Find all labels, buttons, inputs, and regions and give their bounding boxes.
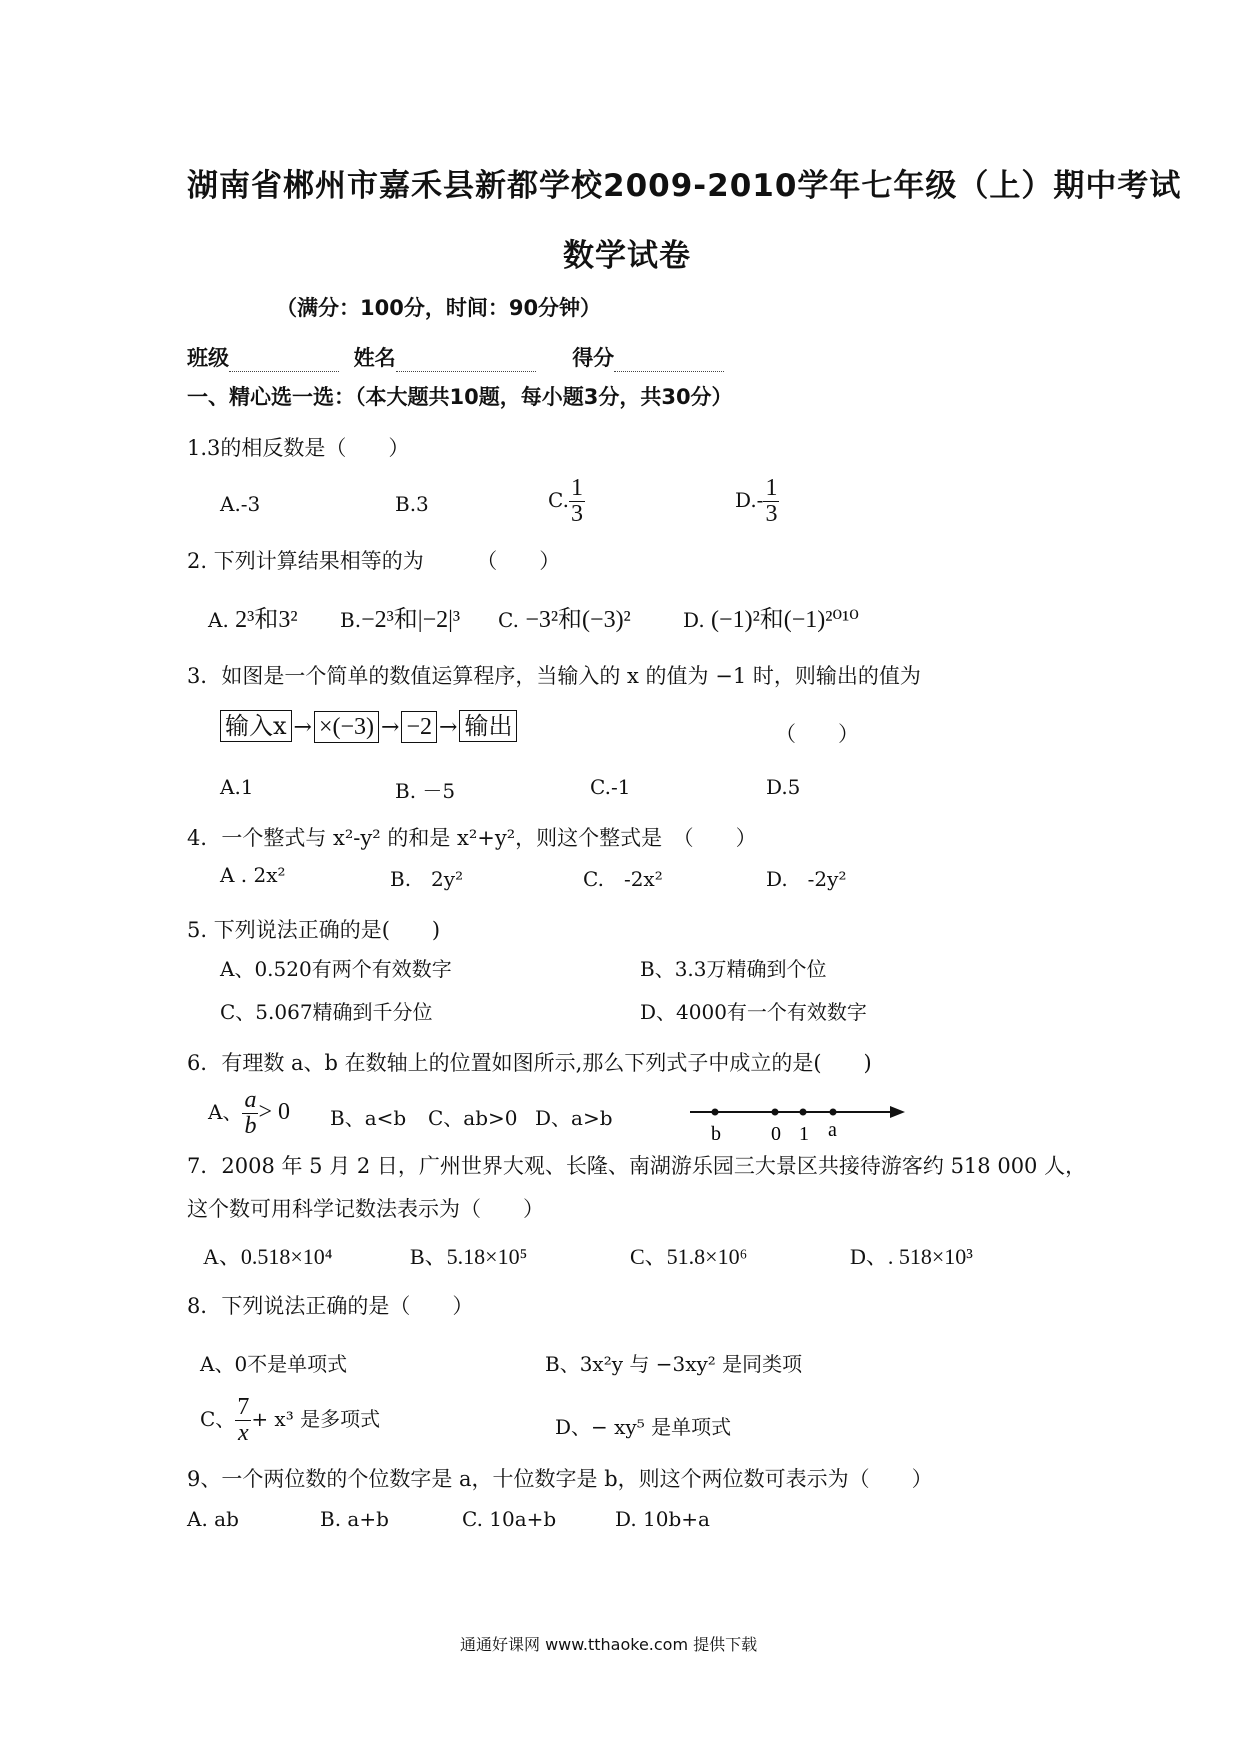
q3-subtract-box: −2 — [401, 711, 437, 743]
exam-info: （满分：100分，时间：90分钟） — [276, 296, 602, 320]
class-blank[interactable] — [229, 371, 339, 372]
q1-stem: 1.3的相反数是（ ） — [187, 436, 410, 460]
q9-option-b: B. a+b — [320, 1507, 389, 1531]
q2-stem: 2. 下列计算结果相等的为 （ ） — [187, 549, 561, 573]
q6-stem: 6．有理数 a、b 在数轴上的位置如图所示,那么下列式子中成立的是( ) — [187, 1051, 872, 1075]
q6-option-b: B、a<b — [330, 1106, 407, 1130]
q2-d-label: D. — [683, 608, 705, 632]
q3-option-d: D.5 — [766, 775, 801, 799]
q5-stem: 5. 下列说法正确的是( ) — [187, 918, 441, 942]
exam-subtitle: 数学试卷 — [563, 238, 691, 274]
q1-d-frac-num: 1 — [765, 475, 778, 501]
q9-option-a: A. ab — [187, 1507, 239, 1531]
q1-option-a: A.-3 — [220, 492, 261, 516]
q7-stem-line2: 这个数可用科学记数法表示为（ ） — [187, 1197, 544, 1221]
q3-option-b: B. －5 — [395, 779, 456, 803]
q7-option-c: C、51.8×10⁶ — [630, 1244, 748, 1269]
q6-a-frac-num: a — [244, 1087, 257, 1113]
q8-option-b: B、3x²y 与 −3xy² 是同类项 — [545, 1352, 803, 1376]
q2-option-c — [498, 599, 631, 634]
q3-input-box: 输入x — [220, 710, 292, 742]
q5-option-b: B、3.3万精确到个位 — [640, 957, 827, 981]
name-blank[interactable] — [396, 371, 536, 372]
q5-option-a: A、0.520有两个有效数字 — [220, 957, 452, 981]
q1-c-frac-den: 3 — [570, 501, 583, 528]
q1-d-frac-den: 3 — [765, 501, 778, 528]
q4-option-d: D. -2y² — [766, 867, 847, 891]
q9-option-c: C. 10a+b — [462, 1507, 557, 1531]
arrow-right-icon: → — [439, 715, 458, 740]
q2-option-b — [340, 599, 460, 634]
q2-c-label: C. — [498, 608, 519, 632]
score-label: 得分 — [572, 346, 615, 370]
axis-label-1: 1 — [799, 1123, 809, 1145]
q6-option-a — [208, 1088, 290, 1139]
arrow-right-icon: → — [381, 715, 400, 740]
q3-stem: 3．如图是一个简单的数值运算程序，当输入的 x 的值为 −1 时，则输出的值为 — [187, 664, 921, 688]
section-heading: 一、精心选一选：（本大题共10题，每小题3分，共30分） — [187, 385, 733, 409]
q7-option-a: A、0.518×10⁴ — [203, 1244, 333, 1269]
q1-c-prefix: C. — [548, 488, 569, 513]
q6-option-d: D、a>b — [535, 1106, 613, 1130]
q1-option-b: B.3 — [395, 492, 429, 516]
q2-d-expr: (−1)²和(−1)²⁰¹⁰ — [711, 607, 859, 633]
axis-label-0: 0 — [771, 1123, 781, 1145]
axis-label-a: a — [828, 1119, 837, 1141]
q6-number-line — [685, 1095, 910, 1145]
student-fields — [187, 342, 724, 372]
q6-a-prefix: A、 — [208, 1100, 243, 1125]
q1-d-prefix: D.- — [735, 488, 764, 513]
q6-a-suffix: > 0 — [258, 1099, 290, 1126]
q5-option-d: D、4000有一个有效数字 — [640, 1000, 867, 1024]
q3-multiply-box: ×(−3) — [314, 711, 379, 743]
q6-option-c: C、ab>0 — [428, 1106, 518, 1130]
q8-stem: 8．下列说法正确的是（ ） — [187, 1294, 474, 1318]
q2-option-a — [208, 599, 298, 634]
arrowhead-icon — [890, 1106, 905, 1118]
q7-stem-line1: 7．2008 年 5 月 2 日，广州世界大观、长隆、南湖游乐园三大景区共接待游客约 518 000 人， — [187, 1154, 1087, 1178]
q1-option-c — [548, 476, 585, 527]
q2-a-expr: 2³和3² — [235, 607, 298, 633]
q7-option-b: B、5.18×10⁵ — [410, 1244, 528, 1269]
q8-c-frac-den: x — [237, 1420, 249, 1447]
q8-option-c — [200, 1395, 380, 1446]
q3-flowchart — [220, 710, 517, 743]
q5-option-c: C、5.067精确到千分位 — [220, 1000, 433, 1024]
q4-stem: 4．一个整式与 x²-y² 的和是 x²+y²，则这个整式是 （ ） — [187, 826, 757, 850]
q3-option-a: A.1 — [220, 775, 254, 799]
q1-c-frac-num: 1 — [570, 475, 583, 501]
q3-option-c: C.-1 — [590, 775, 631, 799]
exam-title: 湖南省郴州市嘉禾县新都学校2009-2010学年七年级（上）期中考试 — [187, 168, 1182, 204]
q2-b-label: B. — [340, 608, 362, 632]
q4-option-a: A . 2x² — [220, 863, 286, 887]
q9-stem: 9、一个两位数的个位数字是 a，十位数字是 b，则这个两位数可表示为（ ） — [187, 1467, 933, 1491]
q3-answer-paren: （ ） — [775, 722, 859, 746]
name-label: 姓名 — [353, 346, 396, 370]
q8-c-suffix: + x³ 是多项式 — [251, 1407, 381, 1432]
q2-c-expr: −3²和(−3)² — [525, 607, 631, 633]
q1-option-d — [735, 476, 779, 527]
class-label: 班级 — [187, 346, 229, 370]
q8-c-frac-num: 7 — [237, 1394, 250, 1420]
q6-a-frac-den: b — [244, 1113, 257, 1140]
q4-option-c: C. -2x² — [583, 867, 663, 891]
q2-a-label: A. — [208, 608, 229, 632]
score-blank[interactable] — [614, 371, 724, 372]
q3-output-box: 输出 — [459, 710, 517, 742]
arrow-right-icon: → — [293, 715, 312, 740]
q8-option-a: A、0不是单项式 — [200, 1352, 348, 1376]
q4-option-b: B. 2y² — [390, 867, 464, 891]
axis-label-b: b — [711, 1123, 721, 1145]
q7-option-d: D、. 518×10³ — [850, 1244, 973, 1269]
q9-option-d: D. 10b+a — [615, 1507, 710, 1531]
q8-c-prefix: C、 — [200, 1407, 236, 1432]
page-footer: 通通好课网 www.tthaoke.com 提供下载 — [460, 1635, 758, 1654]
q2-option-d — [683, 599, 859, 634]
q2-b-expr: −2³和|−2|³ — [361, 607, 461, 633]
q8-option-d: D、− xy⁵ 是单项式 — [555, 1415, 732, 1439]
